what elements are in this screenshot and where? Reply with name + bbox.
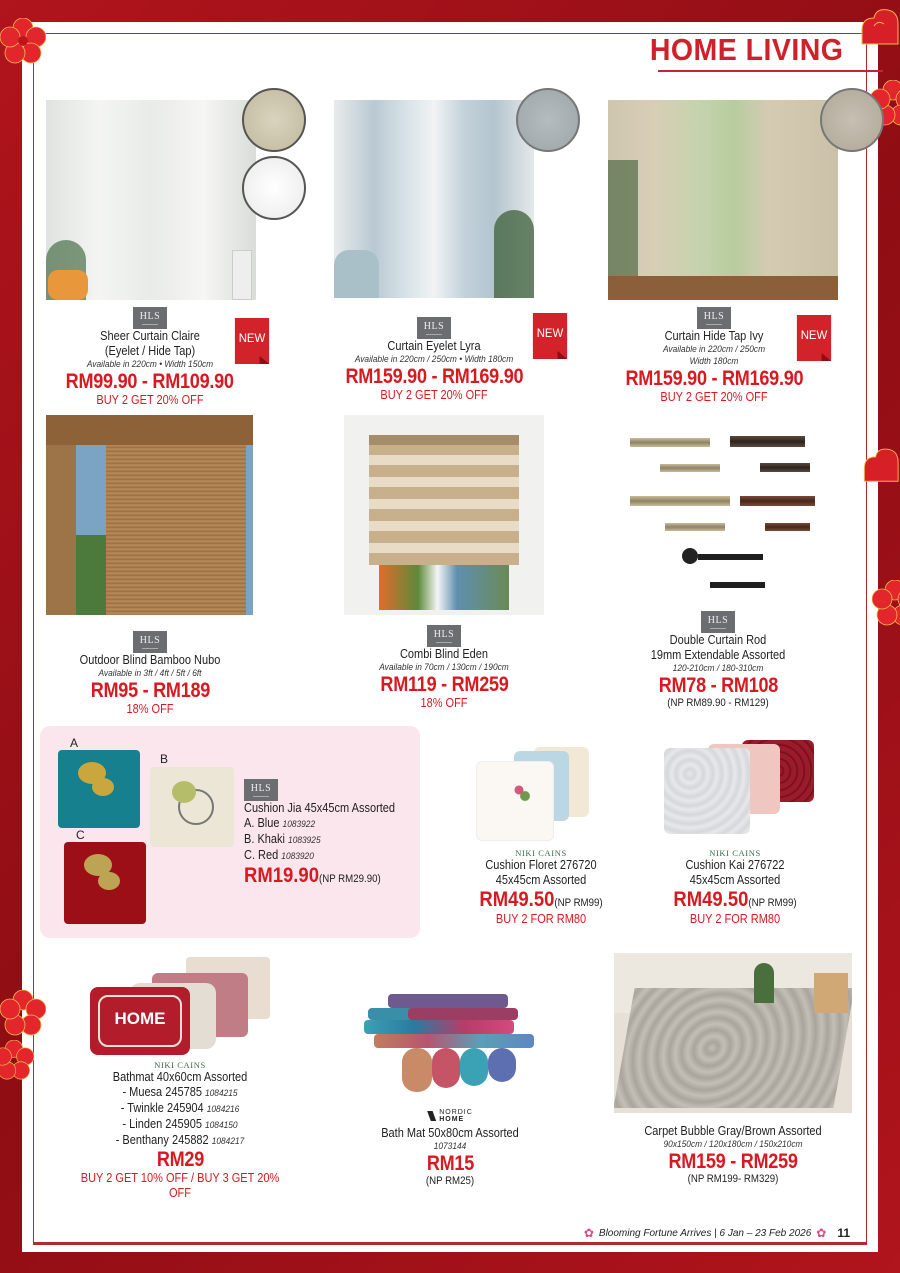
variant-row: [74, 1101, 285, 1117]
product-name-line2: (Eyelet / Hide Tap): [104, 344, 196, 358]
product-curtain-ivy[interactable]: [604, 306, 824, 405]
product-promo: BUY 2 GET 20% OFF: [96, 393, 204, 407]
product-bath-mat-nordic[interactable]: [350, 1108, 550, 1188]
page-number: 11: [837, 1226, 850, 1240]
product-price: RM159.90 - RM169.90: [345, 365, 523, 388]
variant-row: [244, 816, 402, 832]
hls-brand-logo: HLS: [133, 307, 167, 329]
flower-ornament-icon: [0, 1040, 34, 1080]
swatch-ivy: [820, 88, 884, 152]
pink-flower-icon: ✿: [816, 1226, 827, 1240]
product-price: RM159.90 - RM169.90: [625, 367, 803, 390]
variant-label: - Twinkle 245904: [120, 1101, 204, 1115]
hls-brand-logo: HLS: [427, 625, 461, 647]
product-name: Curtain Hide Tap Ivy: [664, 329, 764, 343]
hls-brand-logo: HLS: [133, 631, 167, 653]
pink-flower-icon: ✿: [583, 1226, 594, 1240]
bath-mat-nordic-image: [358, 990, 548, 1100]
flower-ornament-icon: [0, 990, 46, 1036]
variant-label: C. Red: [244, 848, 279, 862]
product-bathmat[interactable]: [60, 1060, 300, 1201]
variant-code: 1083925: [288, 835, 321, 846]
product-code: 1073144: [433, 1141, 467, 1152]
cloud-ornament-icon: [855, 440, 900, 485]
variant-label: A. Blue: [244, 816, 280, 830]
new-badge: NEW: [533, 313, 567, 359]
nordic-home-logo-icon: [427, 1111, 436, 1121]
product-spec: 120-210cm / 180-310cm: [672, 663, 764, 674]
title-underline: [658, 70, 883, 72]
variant-label: - Benthany 245882: [115, 1133, 209, 1147]
normal-price: (NP RM89.90 - RM129): [667, 697, 769, 709]
variant-letter: A: [70, 736, 79, 750]
price-row: [449, 888, 634, 912]
footer-rule: [33, 1243, 867, 1245]
product-name: Cushion Kai 276722: [685, 858, 785, 872]
sheer-curtain-image: [46, 100, 256, 300]
product-spec: Available in 70cm / 130cm / 190cm: [379, 662, 509, 673]
cloud-ornament-icon: [852, 0, 900, 48]
swatch-lyra: [516, 88, 580, 152]
product-name: Double Curtain Rod: [669, 633, 767, 647]
product-cushion-floret[interactable]: [436, 848, 646, 927]
product-spec: Available in 220cm / 250cm • Width 180cm: [354, 354, 514, 365]
hls-brand-logo: HLS: [417, 317, 451, 339]
new-badge: NEW: [235, 318, 269, 364]
section-title: HOME LIVING: [649, 32, 843, 67]
hls-brand-logo: HLS: [701, 611, 735, 633]
combi-blind-image: [344, 415, 544, 615]
niki-cains-brand-logo: NIKI CAINS: [154, 1060, 206, 1070]
footer-campaign-text: Blooming Fortune Arrives | 6 Jan – 23 Feb 2026: [598, 1227, 812, 1239]
niki-cains-brand-logo: NIKI CAINS: [515, 848, 567, 858]
product-name-line2: 45x45cm Assorted: [689, 873, 781, 887]
product-sheer-curtain[interactable]: [40, 306, 260, 408]
variant-row: [74, 1133, 285, 1149]
variant-row: [244, 848, 402, 864]
variant-label: - Muesa 245785: [122, 1085, 202, 1099]
product-spec: 90x150cm / 120x180cm / 150x210cm: [663, 1139, 803, 1150]
bathmat-image: [86, 955, 276, 1055]
product-name: Bathmat 40x60cm Assorted: [112, 1070, 248, 1084]
product-name: Carpet Bubble Gray/Brown Assorted: [644, 1124, 822, 1138]
product-cushion-kai[interactable]: [630, 848, 840, 927]
curtain-lyra-image: [334, 100, 534, 298]
product-curtain-lyra[interactable]: [324, 316, 544, 403]
product-name: Outdoor Blind Bamboo Nubo: [79, 653, 221, 667]
product-price: RM95 - RM189: [90, 679, 210, 702]
product-name: Sheer Curtain Claire: [100, 329, 200, 343]
product-name: Cushion Jia 45x45cm Assorted: [244, 801, 396, 815]
bathmat-home-text: HOME: [114, 1009, 166, 1028]
normal-price: (NP RM199- RM329): [687, 1173, 779, 1185]
brand-line1: NORDIC: [439, 1109, 473, 1116]
price-row: [643, 888, 828, 912]
product-promo: BUY 2 GET 10% OFF / BUY 3 GET 20% OFF: [80, 1171, 280, 1200]
product-cushion-jia[interactable]: [244, 778, 424, 888]
product-promo: BUY 2 FOR RM80: [495, 912, 587, 926]
product-price: RM49.50: [673, 888, 749, 911]
product-name: Bath Mat 50x80cm Assorted: [381, 1126, 519, 1140]
variant-letter: B: [160, 752, 169, 766]
flower-ornament-icon: [0, 18, 46, 64]
variant-row: [244, 832, 402, 848]
curtain-ivy-image: [608, 100, 838, 300]
page-footer: [584, 1226, 850, 1240]
product-price: RM49.50: [479, 888, 555, 911]
price-row: [244, 864, 402, 888]
brand-line2: HOME: [439, 1116, 465, 1123]
product-price: RM99.90 - RM109.90: [65, 370, 235, 393]
normal-price: (NP RM29.90): [318, 873, 381, 885]
variant-row: [74, 1085, 285, 1101]
new-badge: NEW: [797, 315, 831, 361]
variant-row: [74, 1117, 285, 1133]
hls-brand-logo: HLS: [697, 307, 731, 329]
variant-code: 1084150: [205, 1120, 238, 1131]
variant-code: 1084216: [206, 1104, 240, 1115]
variant-label: - Linden 245905: [122, 1117, 202, 1131]
product-combi-blind[interactable]: [334, 624, 554, 711]
product-promo: BUY 2 FOR RM80: [689, 912, 781, 926]
carpet-image: [614, 953, 852, 1113]
product-price: RM119 - RM259: [379, 673, 509, 696]
product-promo: 18% OFF: [126, 702, 174, 716]
product-name: Combi Blind Eden: [399, 647, 489, 661]
product-spec-line2: Width 180cm: [689, 356, 739, 367]
cushion-blue-image: [58, 750, 140, 828]
nordic-home-brand-logo: [427, 1109, 473, 1123]
product-name-line2: 45x45cm Assorted: [495, 873, 587, 887]
variant-code: 1084217: [211, 1136, 245, 1147]
product-name-line2: 19mm Extendable Assorted: [650, 648, 786, 662]
normal-price: (NP RM25): [425, 1175, 475, 1187]
normal-price: (NP RM99): [748, 897, 797, 909]
cushion-red-image: [64, 842, 146, 924]
product-promo: BUY 2 GET 20% OFF: [380, 388, 488, 402]
product-price: RM29: [156, 1148, 204, 1171]
product-name: Curtain Eyelet Lyra: [387, 339, 481, 353]
variant-code: 1083920: [281, 851, 314, 862]
product-price: RM159 - RM259: [668, 1150, 798, 1173]
product-promo: BUY 2 GET 20% OFF: [660, 390, 768, 404]
swatch-hide-tap: [242, 156, 306, 220]
variant-code: 1084215: [205, 1088, 238, 1099]
variant-label: B. Khaki: [244, 832, 285, 846]
variant-letter: C: [76, 828, 85, 842]
product-carpet[interactable]: [622, 1124, 844, 1186]
cushion-khaki-image: [150, 767, 234, 847]
product-spec: Available in 220cm • Width 150cm: [86, 359, 214, 370]
product-spec: Available in 3ft / 4ft / 5ft / 6ft: [98, 668, 202, 679]
product-bamboo-blind[interactable]: [40, 630, 260, 717]
flower-ornament-icon: [872, 580, 900, 626]
bamboo-blind-image: [46, 415, 253, 615]
variant-code: 1083922: [282, 819, 316, 830]
product-price: RM78 - RM108: [658, 674, 778, 697]
product-name: Cushion Floret 276720: [485, 858, 597, 872]
hls-brand-logo: HLS: [244, 779, 278, 801]
cushion-kai-image: [662, 738, 817, 838]
swatch-eyelet: [242, 88, 306, 152]
product-promo: 18% OFF: [420, 696, 468, 710]
product-curtain-rod[interactable]: [608, 610, 828, 710]
product-price: RM15: [426, 1152, 474, 1175]
normal-price: (NP RM99): [554, 897, 603, 909]
product-spec: Available in 220cm / 250cm: [662, 344, 766, 355]
curtain-rod-image: [620, 430, 815, 595]
cushion-floret-image: [474, 745, 594, 845]
niki-cains-brand-logo: NIKI CAINS: [709, 848, 761, 858]
product-price: RM19.90: [244, 864, 319, 887]
